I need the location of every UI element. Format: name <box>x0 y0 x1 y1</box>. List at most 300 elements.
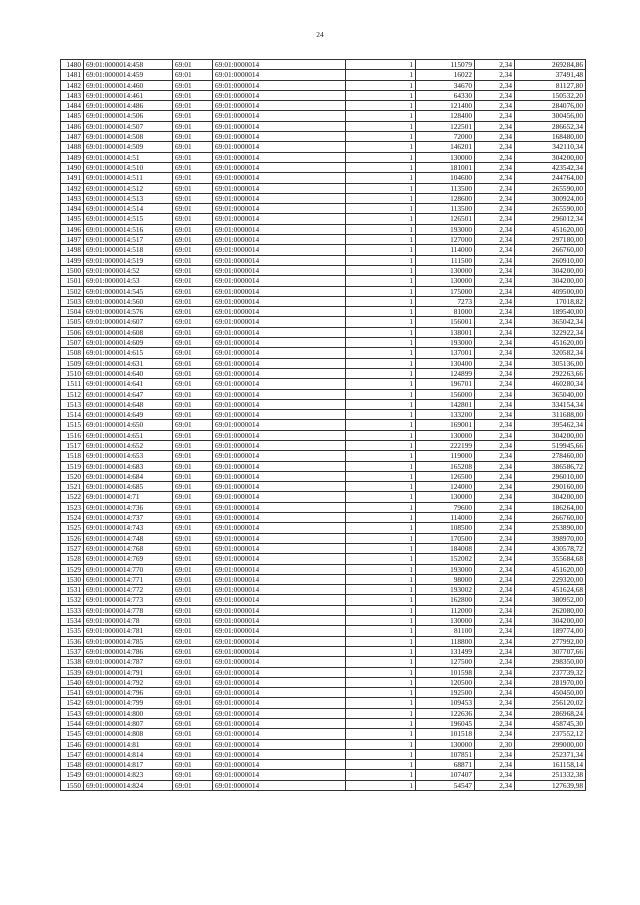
district-code-cell: 69:01 <box>173 636 213 646</box>
area-cell: 193000 <box>416 224 475 234</box>
count-cell: 1 <box>346 461 416 471</box>
quarter-code-cell: 69:01:0000014 <box>213 574 346 584</box>
amount-cell: 161158,14 <box>515 760 586 770</box>
area-cell: 165208 <box>416 461 475 471</box>
quarter-code-cell: 69:01:0000014 <box>213 636 346 646</box>
table-row <box>61 152 586 162</box>
rate-cell: 2,34 <box>475 574 515 584</box>
rate-cell: 2,34 <box>475 677 515 687</box>
table-row <box>61 368 586 378</box>
district-code-cell: 69:01 <box>173 523 213 533</box>
row-number-cell: 1529 <box>61 564 84 574</box>
row-number-cell: 1488 <box>61 142 84 152</box>
quarter-code-cell: 69:01:0000014 <box>213 193 346 203</box>
table-row <box>61 533 586 543</box>
row-number-cell: 1519 <box>61 461 84 471</box>
district-code-cell: 69:01 <box>173 111 213 121</box>
row-number-cell: 1505 <box>61 317 84 327</box>
quarter-code-cell: 69:01:0000014 <box>213 770 346 780</box>
amount-cell: 189540,00 <box>515 307 586 317</box>
row-number-cell: 1490 <box>61 162 84 172</box>
row-number-cell: 1515 <box>61 420 84 430</box>
district-code-cell: 69:01 <box>173 657 213 667</box>
rate-cell: 2,34 <box>475 595 515 605</box>
area-cell: 104600 <box>416 173 475 183</box>
area-cell: 119000 <box>416 451 475 461</box>
count-cell: 1 <box>346 770 416 780</box>
count-cell: 1 <box>346 193 416 203</box>
rate-cell: 2,34 <box>475 348 515 358</box>
district-code-cell: 69:01 <box>173 554 213 564</box>
amount-cell: 265590,00 <box>515 183 586 193</box>
row-number-cell: 1494 <box>61 204 84 214</box>
rate-cell: 2,34 <box>475 338 515 348</box>
quarter-code-cell: 69:01:0000014 <box>213 132 346 142</box>
rate-cell: 2,34 <box>475 152 515 162</box>
area-cell: 175000 <box>416 286 475 296</box>
cadastral-number-cell: 69:01:0000014:640 <box>84 368 173 378</box>
table-row <box>61 235 586 245</box>
quarter-code-cell: 69:01:0000014 <box>213 554 346 564</box>
rate-cell: 2,34 <box>475 523 515 533</box>
table-row <box>61 338 586 348</box>
table-row <box>61 183 586 193</box>
count-cell: 1 <box>346 780 416 790</box>
row-number-cell: 1541 <box>61 688 84 698</box>
district-code-cell: 69:01 <box>173 440 213 450</box>
quarter-code-cell: 69:01:0000014 <box>213 780 346 790</box>
quarter-code-cell: 69:01:0000014 <box>213 688 346 698</box>
area-cell: 130000 <box>416 739 475 749</box>
count-cell: 1 <box>346 379 416 389</box>
count-cell: 1 <box>346 80 416 90</box>
count-cell: 1 <box>346 595 416 605</box>
quarter-code-cell: 69:01:0000014 <box>213 616 346 626</box>
amount-cell: 189774,00 <box>515 626 586 636</box>
amount-cell: 265590,00 <box>515 204 586 214</box>
district-code-cell: 69:01 <box>173 749 213 759</box>
area-cell: 130000 <box>416 616 475 626</box>
quarter-code-cell: 69:01:0000014 <box>213 286 346 296</box>
amount-cell: 277992,00 <box>515 636 586 646</box>
table-row <box>61 636 586 646</box>
cadastral-number-cell: 69:01:0000014:647 <box>84 389 173 399</box>
count-cell: 1 <box>346 410 416 420</box>
district-code-cell: 69:01 <box>173 399 213 409</box>
table-row <box>61 245 586 255</box>
row-number-cell: 1547 <box>61 749 84 759</box>
rate-cell: 2,34 <box>475 502 515 512</box>
amount-cell: 284076,00 <box>515 101 586 111</box>
row-number-cell: 1517 <box>61 440 84 450</box>
count-cell: 1 <box>346 749 416 759</box>
district-code-cell: 69:01 <box>173 317 213 327</box>
table-row <box>61 646 586 656</box>
amount-cell: 305136,00 <box>515 358 586 368</box>
rate-cell: 2,34 <box>475 358 515 368</box>
count-cell: 1 <box>346 101 416 111</box>
quarter-code-cell: 69:01:0000014 <box>213 224 346 234</box>
area-cell: 118800 <box>416 636 475 646</box>
row-number-cell: 1487 <box>61 132 84 142</box>
rate-cell: 2,34 <box>475 626 515 636</box>
table-row <box>61 657 586 667</box>
data-table <box>60 59 586 791</box>
amount-cell: 290160,00 <box>515 482 586 492</box>
amount-cell: 304200,00 <box>515 430 586 440</box>
cadastral-number-cell: 69:01:0000014:685 <box>84 482 173 492</box>
table-row <box>61 80 586 90</box>
district-code-cell: 69:01 <box>173 80 213 90</box>
rate-cell: 2,34 <box>475 90 515 100</box>
table-row <box>61 677 586 687</box>
quarter-code-cell: 69:01:0000014 <box>213 502 346 512</box>
count-cell: 1 <box>346 574 416 584</box>
area-cell: 192500 <box>416 688 475 698</box>
district-code-cell: 69:01 <box>173 543 213 553</box>
quarter-code-cell: 69:01:0000014 <box>213 451 346 461</box>
table-row <box>61 255 586 265</box>
amount-cell: 127639,98 <box>515 780 586 790</box>
row-number-cell: 1509 <box>61 358 84 368</box>
district-code-cell: 69:01 <box>173 327 213 337</box>
rate-cell: 2,34 <box>475 399 515 409</box>
cadastral-number-cell: 69:01:0000014:511 <box>84 173 173 183</box>
table-row <box>61 358 586 368</box>
quarter-code-cell: 69:01:0000014 <box>213 595 346 605</box>
area-cell: 131499 <box>416 646 475 656</box>
quarter-code-cell: 69:01:0000014 <box>213 204 346 214</box>
area-cell: 113500 <box>416 204 475 214</box>
count-cell: 1 <box>346 482 416 492</box>
row-number-cell: 1545 <box>61 729 84 739</box>
count-cell: 1 <box>346 183 416 193</box>
district-code-cell: 69:01 <box>173 338 213 348</box>
quarter-code-cell: 69:01:0000014 <box>213 760 346 770</box>
quarter-code-cell: 69:01:0000014 <box>213 482 346 492</box>
rate-cell: 2,30 <box>475 739 515 749</box>
district-code-cell: 69:01 <box>173 235 213 245</box>
count-cell: 1 <box>346 327 416 337</box>
rate-cell: 2,34 <box>475 70 515 80</box>
row-number-cell: 1544 <box>61 719 84 729</box>
district-code-cell: 69:01 <box>173 708 213 718</box>
amount-cell: 168480,00 <box>515 132 586 142</box>
cadastral-number-cell: 69:01:0000014:736 <box>84 502 173 512</box>
rate-cell: 2,34 <box>475 317 515 327</box>
rate-cell: 2,34 <box>475 307 515 317</box>
row-number-cell: 1548 <box>61 760 84 770</box>
cadastral-number-cell: 69:01:0000014:791 <box>84 667 173 677</box>
count-cell: 1 <box>346 245 416 255</box>
cadastral-number-cell: 69:01:0000014:649 <box>84 410 173 420</box>
area-cell: 127000 <box>416 235 475 245</box>
quarter-code-cell: 69:01:0000014 <box>213 430 346 440</box>
cadastral-number-cell: 69:01:0000014:641 <box>84 379 173 389</box>
district-code-cell: 69:01 <box>173 276 213 286</box>
area-cell: 64330 <box>416 90 475 100</box>
row-number-cell: 1512 <box>61 389 84 399</box>
amount-cell: 458745,30 <box>515 719 586 729</box>
row-number-cell: 1530 <box>61 574 84 584</box>
area-cell: 130000 <box>416 276 475 286</box>
table-row <box>61 605 586 615</box>
row-number-cell: 1482 <box>61 80 84 90</box>
district-code-cell: 69:01 <box>173 605 213 615</box>
cadastral-number-cell: 69:01:0000014:770 <box>84 564 173 574</box>
row-number-cell: 1537 <box>61 646 84 656</box>
area-cell: 193000 <box>416 338 475 348</box>
area-cell: 109453 <box>416 698 475 708</box>
cadastral-number-cell: 69:01:0000014:519 <box>84 255 173 265</box>
district-code-cell: 69:01 <box>173 296 213 306</box>
area-cell: 7273 <box>416 296 475 306</box>
area-cell: 128600 <box>416 193 475 203</box>
amount-cell: 150532,20 <box>515 90 586 100</box>
rate-cell: 2,34 <box>475 111 515 121</box>
cadastral-number-cell: 69:01:0000014:508 <box>84 132 173 142</box>
district-code-cell: 69:01 <box>173 513 213 523</box>
rate-cell: 2,34 <box>475 265 515 275</box>
amount-cell: 450450,00 <box>515 688 586 698</box>
cadastral-number-cell: 69:01:0000014:458 <box>84 60 173 70</box>
area-cell: 124899 <box>416 368 475 378</box>
row-number-cell: 1499 <box>61 255 84 265</box>
quarter-code-cell: 69:01:0000014 <box>213 317 346 327</box>
cadastral-number-cell: 69:01:0000014:506 <box>84 111 173 121</box>
table-row <box>61 142 586 152</box>
area-cell: 126500 <box>416 471 475 481</box>
table-row <box>61 574 586 584</box>
quarter-code-cell: 69:01:0000014 <box>213 626 346 636</box>
row-number-cell: 1549 <box>61 770 84 780</box>
count-cell: 1 <box>346 142 416 152</box>
rate-cell: 2,34 <box>475 646 515 656</box>
table-row <box>61 307 586 317</box>
district-code-cell: 69:01 <box>173 646 213 656</box>
district-code-cell: 69:01 <box>173 595 213 605</box>
district-code-cell: 69:01 <box>173 162 213 172</box>
rate-cell: 2,34 <box>475 780 515 790</box>
cadastral-number-cell: 69:01:0000014:512 <box>84 183 173 193</box>
row-number-cell: 1483 <box>61 90 84 100</box>
count-cell: 1 <box>346 564 416 574</box>
table-row <box>61 667 586 677</box>
count-cell: 1 <box>346 739 416 749</box>
rate-cell: 2,34 <box>475 389 515 399</box>
cadastral-number-cell: 69:01:0000014:459 <box>84 70 173 80</box>
row-number-cell: 1518 <box>61 451 84 461</box>
rate-cell: 2,34 <box>475 286 515 296</box>
amount-cell: 304200,00 <box>515 616 586 626</box>
cadastral-number-cell: 69:01:0000014:513 <box>84 193 173 203</box>
district-code-cell: 69:01 <box>173 430 213 440</box>
district-code-cell: 69:01 <box>173 214 213 224</box>
table-row <box>61 420 586 430</box>
cadastral-number-cell: 69:01:0000014:51 <box>84 152 173 162</box>
cadastral-number-cell: 69:01:0000014:460 <box>84 80 173 90</box>
area-cell: 196045 <box>416 719 475 729</box>
district-code-cell: 69:01 <box>173 667 213 677</box>
area-cell: 111500 <box>416 255 475 265</box>
amount-cell: 269284,86 <box>515 60 586 70</box>
row-number-cell: 1525 <box>61 523 84 533</box>
cadastral-number-cell: 69:01:0000014:52 <box>84 265 173 275</box>
district-code-cell: 69:01 <box>173 204 213 214</box>
amount-cell: 256120,02 <box>515 698 586 708</box>
cadastral-number-cell: 69:01:0000014:509 <box>84 142 173 152</box>
row-number-cell: 1508 <box>61 348 84 358</box>
area-cell: 101518 <box>416 729 475 739</box>
area-cell: 138001 <box>416 327 475 337</box>
table-row <box>61 760 586 770</box>
count-cell: 1 <box>346 286 416 296</box>
district-code-cell: 69:01 <box>173 368 213 378</box>
district-code-cell: 69:01 <box>173 677 213 687</box>
district-code-cell: 69:01 <box>173 193 213 203</box>
cadastral-number-cell: 69:01:0000014:515 <box>84 214 173 224</box>
cadastral-number-cell: 69:01:0000014:608 <box>84 327 173 337</box>
table-row <box>61 708 586 718</box>
table-row <box>61 554 586 564</box>
district-code-cell: 69:01 <box>173 70 213 80</box>
rate-cell: 2,34 <box>475 255 515 265</box>
area-cell: 142801 <box>416 399 475 409</box>
rate-cell: 2,34 <box>475 636 515 646</box>
table-row <box>61 90 586 100</box>
area-cell: 193002 <box>416 585 475 595</box>
row-number-cell: 1510 <box>61 368 84 378</box>
rate-cell: 2,34 <box>475 60 515 70</box>
count-cell: 1 <box>346 307 416 317</box>
area-cell: 101598 <box>416 667 475 677</box>
table-row <box>61 739 586 749</box>
cadastral-number-cell: 69:01:0000014:786 <box>84 646 173 656</box>
quarter-code-cell: 69:01:0000014 <box>213 698 346 708</box>
quarter-code-cell: 69:01:0000014 <box>213 121 346 131</box>
row-number-cell: 1521 <box>61 482 84 492</box>
cadastral-number-cell: 69:01:0000014:516 <box>84 224 173 234</box>
area-cell: 120500 <box>416 677 475 687</box>
rate-cell: 2,34 <box>475 760 515 770</box>
rate-cell: 2,34 <box>475 379 515 389</box>
district-code-cell: 69:01 <box>173 739 213 749</box>
area-cell: 108500 <box>416 523 475 533</box>
table-row <box>61 430 586 440</box>
cadastral-number-cell: 69:01:0000014:517 <box>84 235 173 245</box>
quarter-code-cell: 69:01:0000014 <box>213 307 346 317</box>
area-cell: 16022 <box>416 70 475 80</box>
quarter-code-cell: 69:01:0000014 <box>213 513 346 523</box>
count-cell: 1 <box>346 204 416 214</box>
rate-cell: 2,34 <box>475 80 515 90</box>
amount-cell: 386586,72 <box>515 461 586 471</box>
table-row <box>61 162 586 172</box>
rate-cell: 2,34 <box>475 533 515 543</box>
cadastral-number-cell: 69:01:0000014:607 <box>84 317 173 327</box>
count-cell: 1 <box>346 708 416 718</box>
row-number-cell: 1511 <box>61 379 84 389</box>
amount-cell: 299000,00 <box>515 739 586 749</box>
district-code-cell: 69:01 <box>173 719 213 729</box>
district-code-cell: 69:01 <box>173 585 213 595</box>
area-cell: 124000 <box>416 482 475 492</box>
count-cell: 1 <box>346 492 416 502</box>
rate-cell: 2,34 <box>475 667 515 677</box>
quarter-code-cell: 69:01:0000014 <box>213 440 346 450</box>
table-row <box>61 502 586 512</box>
rate-cell: 2,34 <box>475 605 515 615</box>
district-code-cell: 69:01 <box>173 90 213 100</box>
count-cell: 1 <box>346 451 416 461</box>
quarter-code-cell: 69:01:0000014 <box>213 657 346 667</box>
count-cell: 1 <box>346 440 416 450</box>
district-code-cell: 69:01 <box>173 471 213 481</box>
district-code-cell: 69:01 <box>173 770 213 780</box>
row-number-cell: 1492 <box>61 183 84 193</box>
cadastral-number-cell: 69:01:0000014:807 <box>84 719 173 729</box>
count-cell: 1 <box>346 677 416 687</box>
table-row <box>61 348 586 358</box>
quarter-code-cell: 69:01:0000014 <box>213 739 346 749</box>
quarter-code-cell: 69:01:0000014 <box>213 410 346 420</box>
table-row <box>61 688 586 698</box>
area-cell: 98000 <box>416 574 475 584</box>
count-cell: 1 <box>346 296 416 306</box>
district-code-cell: 69:01 <box>173 286 213 296</box>
rate-cell: 2,34 <box>475 729 515 739</box>
table-row <box>61 770 586 780</box>
area-cell: 72000 <box>416 132 475 142</box>
amount-cell: 451620,00 <box>515 338 586 348</box>
district-code-cell: 69:01 <box>173 379 213 389</box>
count-cell: 1 <box>346 90 416 100</box>
quarter-code-cell: 69:01:0000014 <box>213 646 346 656</box>
cadastral-number-cell: 69:01:0000014:737 <box>84 513 173 523</box>
table-row <box>61 482 586 492</box>
rate-cell: 2,34 <box>475 451 515 461</box>
table-row <box>61 729 586 739</box>
quarter-code-cell: 69:01:0000014 <box>213 173 346 183</box>
district-code-cell: 69:01 <box>173 307 213 317</box>
amount-cell: 252371,34 <box>515 749 586 759</box>
cadastral-number-cell: 69:01:0000014:518 <box>84 245 173 255</box>
row-number-cell: 1534 <box>61 616 84 626</box>
area-cell: 34670 <box>416 80 475 90</box>
area-cell: 146201 <box>416 142 475 152</box>
amount-cell: 297180,00 <box>515 235 586 245</box>
rate-cell: 2,34 <box>475 162 515 172</box>
cadastral-number-cell: 69:01:0000014:817 <box>84 760 173 770</box>
amount-cell: 365042,34 <box>515 317 586 327</box>
quarter-code-cell: 69:01:0000014 <box>213 101 346 111</box>
table-row <box>61 296 586 306</box>
cadastral-number-cell: 69:01:0000014:772 <box>84 585 173 595</box>
quarter-code-cell: 69:01:0000014 <box>213 152 346 162</box>
table-body <box>61 60 586 791</box>
district-code-cell: 69:01 <box>173 348 213 358</box>
quarter-code-cell: 69:01:0000014 <box>213 492 346 502</box>
quarter-code-cell: 69:01:0000014 <box>213 677 346 687</box>
table-row <box>61 523 586 533</box>
count-cell: 1 <box>346 657 416 667</box>
cadastral-number-cell: 69:01:0000014:683 <box>84 461 173 471</box>
quarter-code-cell: 69:01:0000014 <box>213 667 346 677</box>
count-cell: 1 <box>346 399 416 409</box>
cadastral-number-cell: 69:01:0000014:486 <box>84 101 173 111</box>
area-cell: 81100 <box>416 626 475 636</box>
row-number-cell: 1543 <box>61 708 84 718</box>
